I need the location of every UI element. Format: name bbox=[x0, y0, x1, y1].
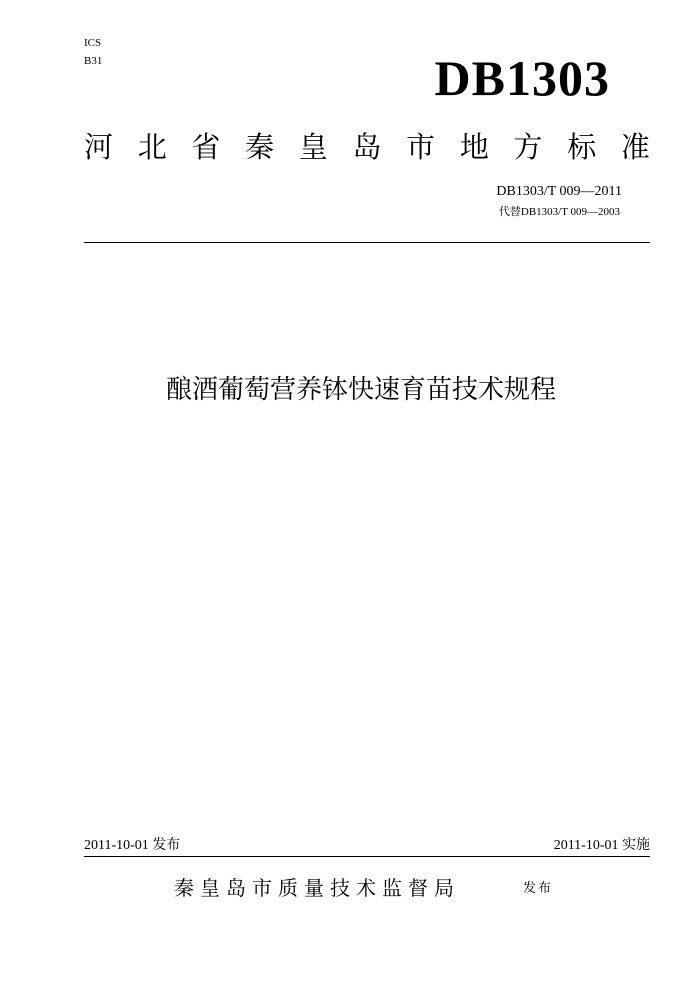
category-char: 岛 bbox=[352, 130, 382, 164]
replaces-number: 代替DB1303/T 009—2003 bbox=[498, 206, 620, 218]
category-char: 标 bbox=[567, 130, 597, 164]
category-char: 秦 bbox=[245, 130, 275, 164]
ics-code: ICS bbox=[84, 37, 102, 49]
issuing-authority: 秦皇岛市质量技术监督局 bbox=[174, 876, 460, 900]
issued-by-label: 发布 bbox=[523, 881, 554, 896]
category-char: 省 bbox=[191, 130, 221, 164]
issue-date: 2011-10-01 bbox=[84, 838, 149, 853]
issue-date-line bbox=[84, 836, 180, 855]
header-divider bbox=[84, 242, 650, 243]
standard-code: DB1303 bbox=[434, 50, 610, 106]
category-char: 方 bbox=[513, 130, 543, 164]
implementation-date-line bbox=[554, 836, 650, 855]
document-number: DB1303/T 009—2011 bbox=[496, 184, 622, 199]
document-title: 酿酒葡萄营养钵快速育苗技术规程 bbox=[165, 375, 556, 405]
category-char: 河 bbox=[84, 130, 114, 164]
footer-divider bbox=[84, 856, 650, 857]
category-char: 市 bbox=[406, 130, 436, 164]
category-char: 北 bbox=[137, 130, 167, 164]
ccs-code: B31 bbox=[84, 55, 103, 67]
category-char: 地 bbox=[459, 130, 489, 164]
category-char: 准 bbox=[620, 130, 650, 164]
standard-category bbox=[84, 128, 650, 166]
issue-label: 发布 bbox=[152, 837, 181, 853]
category-char: 皇 bbox=[298, 130, 328, 164]
implementation-label: 实施 bbox=[622, 837, 650, 853]
implementation-date: 2011-10-01 bbox=[553, 838, 619, 853]
